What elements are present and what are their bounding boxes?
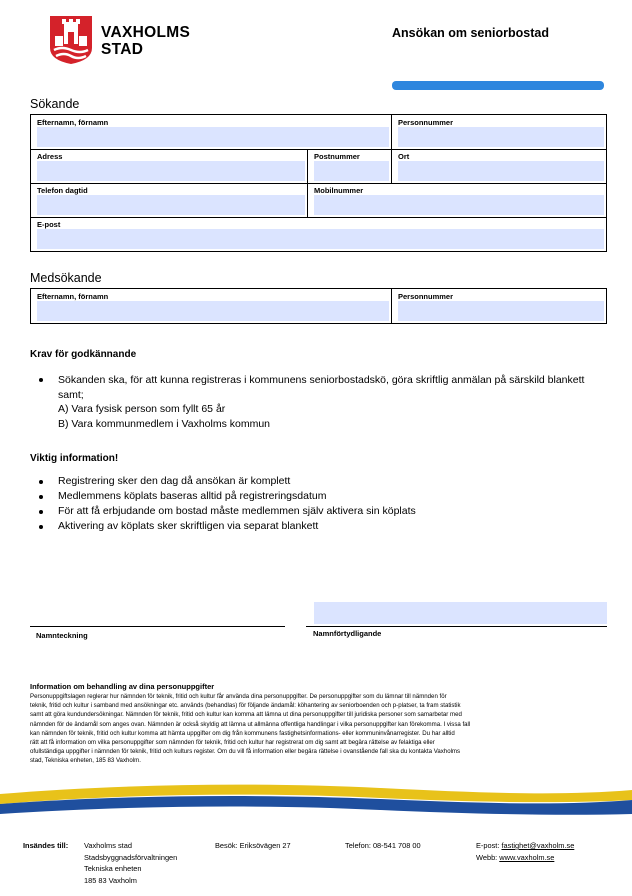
krav-heading: Krav för godkännande	[30, 349, 137, 360]
personnummer-field[interactable]	[398, 127, 604, 147]
wave-decoration-icon	[0, 782, 632, 820]
sokande-form	[30, 114, 607, 252]
co-personnummer-label: Personnummer	[398, 292, 454, 301]
org-name-line2: STAD	[101, 41, 144, 58]
co-name-field[interactable]	[37, 301, 389, 321]
co-name-label: Efternamn, förnamn	[37, 292, 109, 301]
postnummer-label: Postnummer	[314, 152, 360, 161]
viktig-list	[30, 475, 590, 539]
vaxholm-shield-icon	[46, 14, 96, 66]
name-clarification-field[interactable]	[314, 602, 607, 624]
bullet-icon	[39, 480, 43, 484]
footer-web-link[interactable]: www.vaxholm.se	[499, 853, 555, 862]
address-label: Adress	[37, 152, 63, 161]
krav-sub-b: B) Vara kommunmedlem i Vaxholms kommun	[58, 417, 271, 430]
name-label: Efternamn, förnamn	[37, 118, 109, 127]
footer-address-line: Stadsbyggnadsförvaltningen	[84, 852, 178, 862]
ort-field[interactable]	[398, 161, 604, 181]
bullet-icon	[39, 378, 43, 382]
name-clarification-label: Namnförtydligande	[313, 629, 382, 638]
co-personnummer-field[interactable]	[398, 301, 604, 321]
privacy-line: stad, Tekniska enheten, 185 83 Vaxholm.	[30, 757, 141, 765]
org-logo	[46, 14, 96, 66]
signature-line[interactable]	[30, 626, 285, 627]
list-item: För att få erbjudande om bostad måste medlemmen själv aktivera sin köplats	[58, 505, 416, 517]
mobile-label: Mobilnummer	[314, 186, 364, 195]
footer-web	[476, 852, 554, 864]
footer-wave	[0, 782, 632, 820]
section-title-sokande: Sökande	[30, 97, 80, 111]
bullet-icon	[39, 525, 43, 529]
postnummer-field[interactable]	[314, 161, 389, 181]
footer-web-label: Webb:	[476, 853, 498, 862]
footer-email-label: E-post:	[476, 841, 500, 850]
medsokande-form	[30, 288, 607, 324]
footer-visit: Besök: Eriksövägen 27	[215, 841, 291, 850]
krav-line-1: Sökanden ska, för att kunna registreras i kommunens seniorbostadskö, göra skriftlig anmälan på särskild blankett	[58, 374, 585, 386]
krav-line-2: samt;	[58, 388, 84, 401]
name-clarification-line	[306, 626, 607, 627]
list-item: Medlemmens köplats baseras alltid på registreringsdatum	[58, 490, 327, 502]
email-field[interactable]	[37, 229, 604, 249]
name-field[interactable]	[37, 127, 389, 147]
phone-day-label: Telefon dagtid	[37, 186, 88, 195]
krav-sub-a: A) Vara fysisk person som fyllt 65 år	[58, 403, 226, 415]
privacy-line: samt att göra kundundersökningar. Nämnden för teknik, fritid och kultur kan komma att lämna ut dina personuppgifter till juridiska personer som samarbetar med	[30, 711, 462, 719]
list-item: Registrering sker den dag då ansökan är komplett	[58, 475, 291, 487]
footer-address-line: Vaxholms stad	[84, 841, 132, 850]
footer-phone: Telefon: 08-541 708 00	[345, 841, 421, 850]
personnummer-label: Personnummer	[398, 118, 454, 127]
section-title-medsokande: Medsökande	[30, 271, 102, 285]
privacy-line: ofullständiga uppgifter i nämnden för teknik, fritid och kulturs register. Om du vill få information eller begära rättelse i ovanstående fall ska du kontakta Vaxholms	[30, 748, 461, 756]
privacy-line: kan nämnden för teknik, fritid och kultur komma att hämta uppgifter om dig från kommunens fastighetsinformations- eller kommuninvånarregister. Du har alltid	[30, 729, 455, 737]
viktig-heading: Viktig information!	[30, 453, 119, 464]
privacy-heading: Information om behandling av dina personuppgifter	[30, 682, 215, 691]
signature-label: Namnteckning	[36, 631, 88, 640]
ort-label: Ort	[398, 152, 410, 161]
org-name	[101, 24, 190, 58]
address-field[interactable]	[37, 161, 305, 181]
email-label: E-post	[37, 220, 61, 229]
header-accent-bar	[392, 81, 604, 90]
page-title: Ansökan om seniorbostad	[392, 26, 549, 40]
list-item: Aktivering av köplats sker skriftligen via separat blankett	[58, 520, 319, 532]
footer-address-line: Tekniska enheten	[84, 864, 142, 874]
org-name-line1: VAXHOLMS	[101, 24, 191, 41]
privacy-line: rätt att få information om vilka personuppgifter som nämnden för teknik, fritid och kultur har registrerat om dig samt att begära rättelse av felaktiga eller	[30, 739, 435, 747]
phone-day-field[interactable]	[37, 195, 305, 215]
privacy-line: nämnden för de ändamål som anges ovan. Nämnden är också skyldig att lämna ut allmänna offentliga handlingar i vilka personuppgifter kan förekomma. I vissa fall	[30, 720, 471, 728]
krav-text	[58, 373, 584, 431]
footer-email-link[interactable]: fastighet@vaxholm.se	[501, 841, 575, 850]
privacy-line: teknik, fritid och kultur i samband med ansökningar etc. används (behandlas) för följande ändamål: köhantering av seniorboenden och p-platser, ta fram statistik	[30, 702, 461, 710]
privacy-line: Personuppgiftslagen reglerar hur nämnden för teknik, fritid och kultur får använda dina personuppgifter. De personuppgifter som du lämnar till nämnden för	[30, 693, 447, 700]
bullet-icon	[39, 495, 43, 499]
mobile-field[interactable]	[314, 195, 604, 215]
bullet-icon	[39, 510, 43, 514]
footer-send-label: Insändes till:	[23, 841, 69, 850]
footer-email	[476, 840, 574, 852]
footer-address-line: 185 83 Vaxholm	[84, 876, 137, 886]
footer-address	[84, 840, 177, 887]
privacy-text	[30, 692, 610, 766]
